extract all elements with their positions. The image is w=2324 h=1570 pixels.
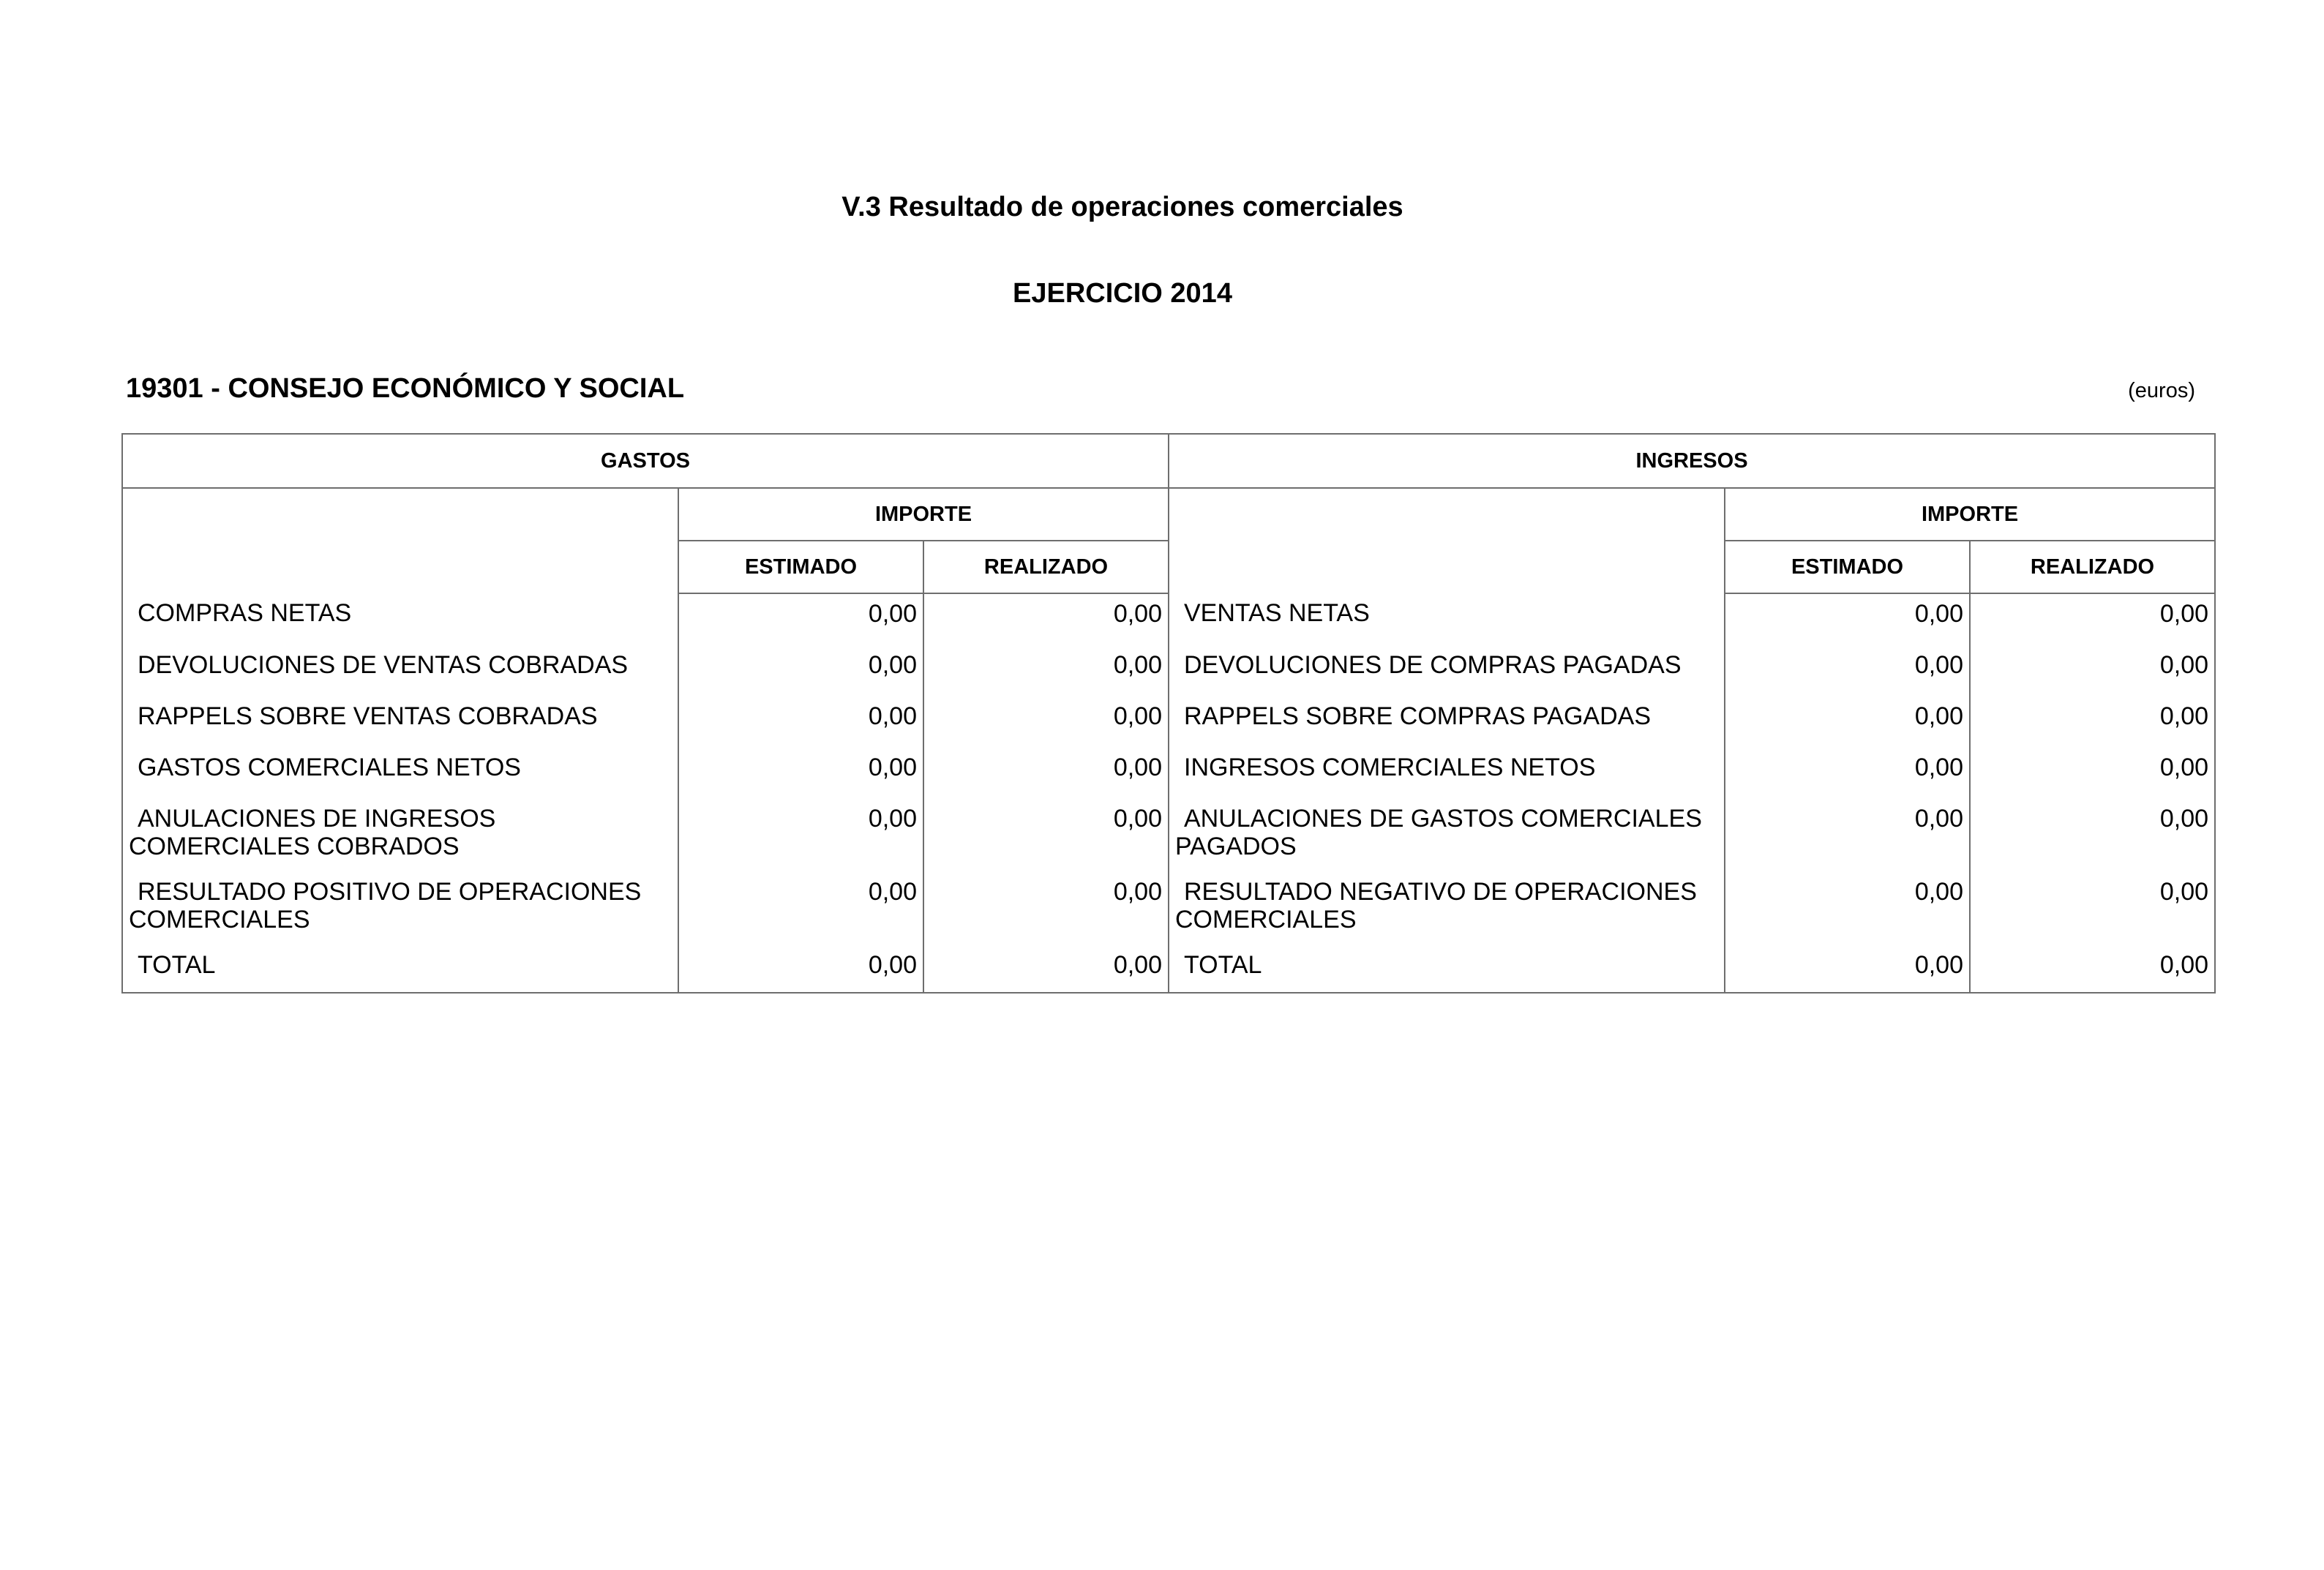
page-title: V.3 Resultado de operaciones comerciales (841, 192, 1403, 222)
gastos-realizado: 0,00 (923, 696, 1169, 748)
ingresos-estimado: 0,00 (1725, 872, 1970, 945)
gastos-importe-header: IMPORTE (678, 488, 1169, 541)
table-row (122, 696, 2215, 748)
ingresos-estimado: 0,00 (1725, 645, 1970, 696)
ingresos-realizado: 0,00 (1970, 945, 2215, 993)
currency-note: (euros) (2128, 379, 2195, 402)
operations-table (121, 433, 2216, 994)
gastos-realizado: 0,00 (923, 872, 1169, 945)
exercise-title: EJERCICIO 2014 (1013, 278, 1232, 309)
ingresos-concept: ANULACIONES DE GASTOS COMERCIALES PAGADOS (1169, 799, 1725, 872)
gastos-estimado: 0,00 (678, 799, 923, 872)
table-row (122, 748, 2215, 799)
ingresos-estimado: 0,00 (1725, 945, 1970, 993)
gastos-realizado: 0,00 (923, 748, 1169, 799)
gastos-realizado-header: REALIZADO (923, 541, 1169, 593)
gastos-concept: ANULACIONES DE INGRESOS COMERCIALES COBRADOS (122, 799, 678, 872)
table-row (122, 872, 2215, 945)
ingresos-concept: TOTAL (1169, 945, 1725, 993)
gastos-concept: TOTAL (122, 945, 678, 993)
gastos-concept: COMPRAS NETAS (122, 593, 678, 645)
gastos-realizado: 0,00 (923, 645, 1169, 696)
ingresos-estimado-header: ESTIMADO (1725, 541, 1970, 593)
ingresos-concept: INGRESOS COMERCIALES NETOS (1169, 748, 1725, 799)
ingresos-concept: VENTAS NETAS (1169, 593, 1725, 645)
ingresos-estimado: 0,00 (1725, 696, 1970, 748)
gastos-estimado: 0,00 (678, 696, 923, 748)
ingresos-realizado: 0,00 (1970, 645, 2215, 696)
ingresos-estimado: 0,00 (1725, 748, 1970, 799)
gastos-estimado: 0,00 (678, 645, 923, 696)
gastos-header: GASTOS (122, 434, 1169, 488)
ingresos-realizado: 0,00 (1970, 696, 2215, 748)
ingresos-header: INGRESOS (1169, 434, 2215, 488)
gastos-estimado: 0,00 (678, 872, 923, 945)
ingresos-importe-header: IMPORTE (1725, 488, 2215, 541)
gastos-realizado: 0,00 (923, 593, 1169, 645)
table-row (122, 593, 2215, 645)
gastos-estimado: 0,00 (678, 593, 923, 645)
gastos-realizado: 0,00 (923, 799, 1169, 872)
ingresos-realizado: 0,00 (1970, 748, 2215, 799)
ingresos-estimado: 0,00 (1725, 593, 1970, 645)
gastos-estimado: 0,00 (678, 945, 923, 993)
ingresos-estimado: 0,00 (1725, 799, 1970, 872)
ingresos-realizado-header: REALIZADO (1970, 541, 2215, 593)
gastos-concept-header (122, 488, 678, 593)
ingresos-realizado: 0,00 (1970, 799, 2215, 872)
gastos-concept: DEVOLUCIONES DE VENTAS COBRADAS (122, 645, 678, 696)
gastos-realizado: 0,00 (923, 945, 1169, 993)
ingresos-concept-header (1169, 488, 1725, 593)
gastos-estimado: 0,00 (678, 748, 923, 799)
gastos-concept: RESULTADO POSITIVO DE OPERACIONES COMERCIALES (122, 872, 678, 945)
ingresos-concept: RESULTADO NEGATIVO DE OPERACIONES COMERCIALES (1169, 872, 1725, 945)
ingresos-realizado: 0,00 (1970, 593, 2215, 645)
table-row-total (122, 945, 2215, 993)
table-row (122, 645, 2215, 696)
entity-title: 19301 - CONSEJO ECONÓMICO Y SOCIAL (126, 373, 685, 404)
gastos-estimado-header: ESTIMADO (678, 541, 923, 593)
ingresos-realizado: 0,00 (1970, 872, 2215, 945)
ingresos-concept: DEVOLUCIONES DE COMPRAS PAGADAS (1169, 645, 1725, 696)
gastos-concept: GASTOS COMERCIALES NETOS (122, 748, 678, 799)
gastos-concept: RAPPELS SOBRE VENTAS COBRADAS (122, 696, 678, 748)
table-row (122, 799, 2215, 872)
ingresos-concept: RAPPELS SOBRE COMPRAS PAGADAS (1169, 696, 1725, 748)
